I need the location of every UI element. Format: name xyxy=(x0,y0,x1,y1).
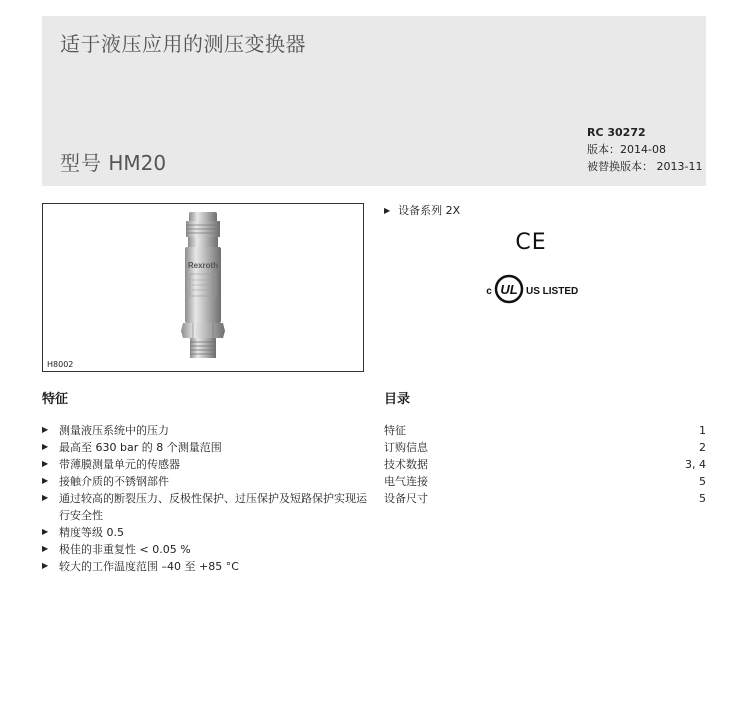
bullet-triangle-icon: ▶ xyxy=(42,476,49,485)
toc-entry-label: 设备尺寸 xyxy=(384,492,428,505)
list-item: ▶ 最高至 630 bar 的 8 个测量范围 xyxy=(42,439,372,456)
bullet-triangle-icon: ▶ xyxy=(42,527,49,536)
toc-entry-label: 电气连接 xyxy=(384,475,428,488)
rc-number: RC 30272 xyxy=(587,126,646,139)
device-series xyxy=(384,202,460,218)
toc-heading: 目录 xyxy=(384,392,411,407)
list-item: ▶ 测量液压系统中的压力 xyxy=(42,422,372,439)
toc-entry-page: 5 xyxy=(699,492,706,505)
document-title: 适于液压应用的测压变换器 xyxy=(60,32,306,56)
toc-entry[interactable] xyxy=(384,422,706,439)
toc-list xyxy=(384,422,706,507)
series-label: 设备系列 2X xyxy=(398,204,461,217)
list-item: ▶ 精度等级 0.5 xyxy=(42,524,372,541)
svg-text:CE: CE xyxy=(515,230,547,253)
model-name: HM20 xyxy=(108,151,167,175)
list-item: ▶ 带薄膜测量单元的传感器 xyxy=(42,456,372,473)
ce-mark-icon xyxy=(514,229,548,253)
toc-entry[interactable] xyxy=(384,473,706,490)
photo-caption: H8002 xyxy=(47,360,74,369)
toc-entry[interactable] xyxy=(384,490,706,507)
version-text: 版本：2014-08 xyxy=(587,143,666,156)
ul-listed-mark-icon xyxy=(482,272,582,306)
bullet-triangle-icon: ▶ xyxy=(384,206,391,215)
bullet-triangle-icon: ▶ xyxy=(42,493,49,502)
list-item: ▶ 极佳的非重复性 < 0.05 % xyxy=(42,541,372,558)
features-heading: 特征 xyxy=(42,392,69,407)
toc-entry-page: 2 xyxy=(699,441,706,454)
list-item: ▶ 较大的工作温度范围 –40 至 +85 °C xyxy=(42,558,372,575)
toc-entry[interactable] xyxy=(384,439,706,456)
svg-text:US LISTED: US LISTED xyxy=(526,286,579,297)
bullet-triangle-icon: ▶ xyxy=(42,442,49,451)
bullet-triangle-icon: ▶ xyxy=(42,459,49,468)
bullet-triangle-icon: ▶ xyxy=(42,544,49,553)
toc-entry-page: 3, 4 xyxy=(685,458,706,471)
bullet-triangle-icon: ▶ xyxy=(42,425,49,434)
bullet-triangle-icon: ▶ xyxy=(42,561,49,570)
svg-text:c: c xyxy=(486,286,492,297)
toc-entry-label: 特征 xyxy=(384,424,406,437)
svg-text:UL: UL xyxy=(500,282,518,297)
list-item: ▶ 接触介质的不锈钢部件 xyxy=(42,473,372,490)
document-meta xyxy=(587,124,702,175)
product-photo-frame xyxy=(42,203,364,372)
list-item: ▶ 通过较高的断裂压力、反极性保护、过压保护及短路保护实现运行安全性 xyxy=(42,490,372,524)
toc-entry-label: 技术数据 xyxy=(384,458,428,471)
model-prefix: 型号 xyxy=(60,151,102,175)
model-designation xyxy=(60,147,166,176)
toc-entry-page: 5 xyxy=(699,475,706,488)
replaces-text: 被替换版本： 2013-11 xyxy=(587,160,703,173)
brand-engraving: Rexroth xyxy=(187,261,219,270)
toc-entry[interactable] xyxy=(384,456,706,473)
features-list xyxy=(42,422,372,575)
pressure-transducer-image xyxy=(173,210,233,362)
toc-entry-page: 1 xyxy=(699,424,706,437)
header-band xyxy=(42,16,706,186)
toc-entry-label: 订购信息 xyxy=(384,441,428,454)
